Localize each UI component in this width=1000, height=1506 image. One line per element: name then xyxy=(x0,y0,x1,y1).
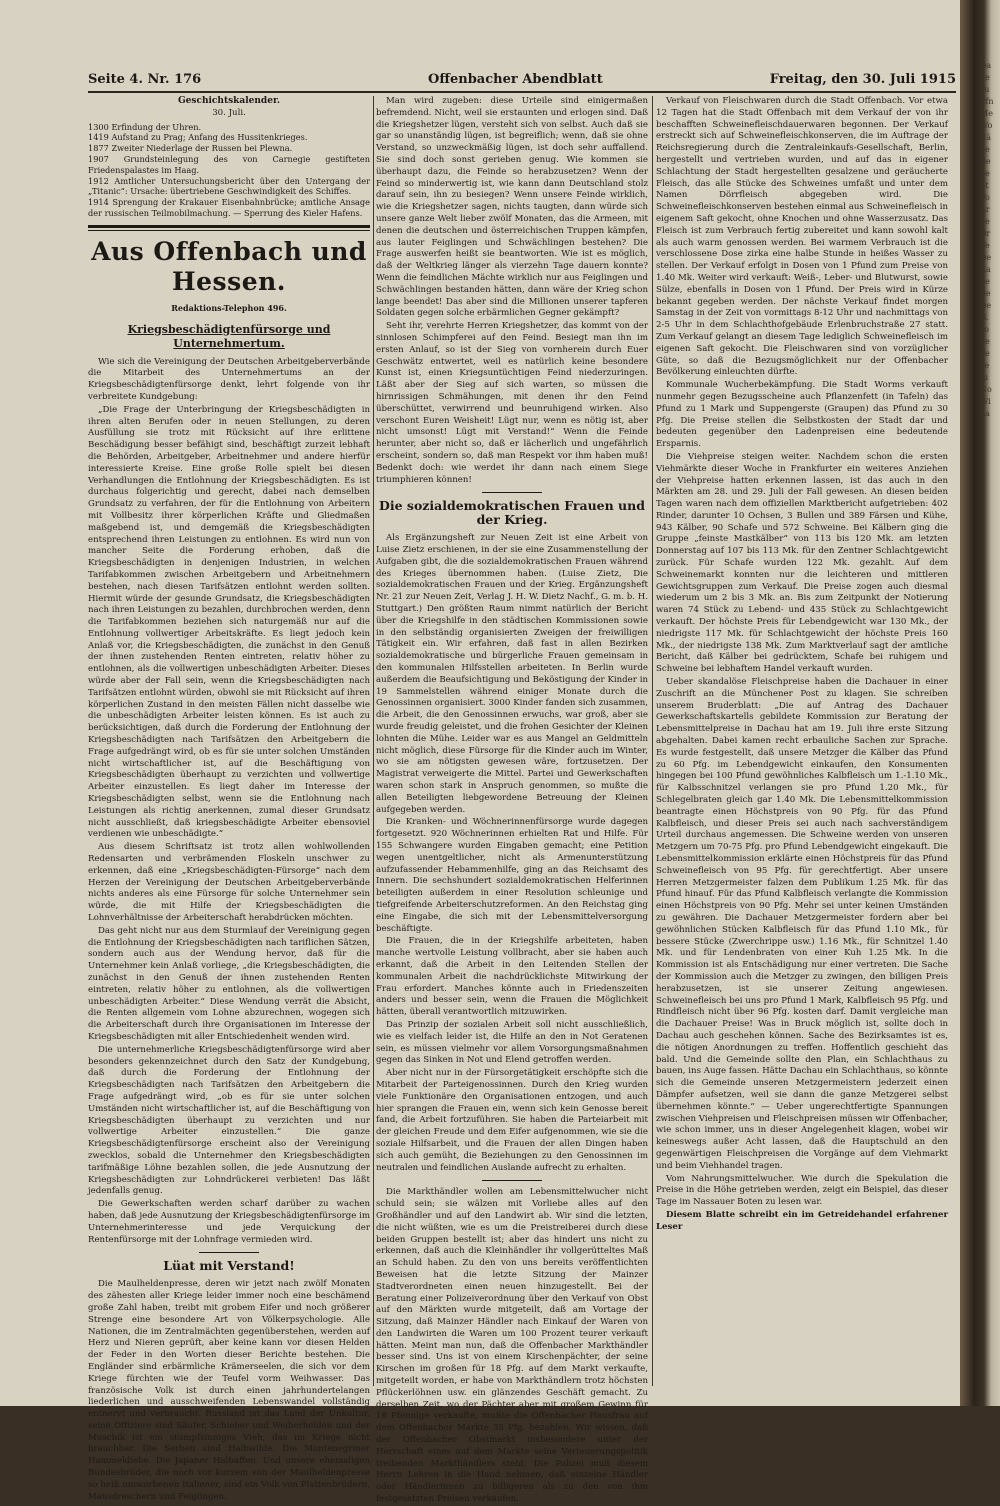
adjacent-page-edge xyxy=(980,60,1000,1390)
article-title: Die sozialdemokratischen Frauen und der Krieg. xyxy=(379,498,645,528)
article-paragraph: Das Prinzip der sozialen Arbeit soll nicht ausschließlich, wie es vielfach leider ist, die Hilfe an den in Not Geratenen sein, es müssen vielmehr vor allem Vorsorgungsmaßnahmen gegen das Sinken in Not und Elend getroffen werden. xyxy=(376,1019,648,1066)
article-separator xyxy=(199,1252,259,1253)
adjacent-fragment: Da xyxy=(980,61,992,70)
adjacent-fragment: ve xyxy=(980,361,990,370)
adjacent-fragment: De xyxy=(980,253,992,262)
calendar-entry: 1912 Amtlicher Untersuchungsbericht über den Untergang der „Titanic“: Ursache: übertriebene Geschwindigkeit des Schiffes. xyxy=(88,175,370,197)
article-paragraph: Vom Nahrungsmittelwucher. Wie durch die Spekulation die Preise in die Höhe getrieben werden, zeigt ein Beispiel, das dieser Tage im Nassauer Boten zu lesen war. xyxy=(656,1173,948,1208)
editorial-phone: Redaktions-Telephon 496. xyxy=(171,302,287,313)
article-paragraph: Wie sich die Vereinigung der Deutschen Arbeitgeberverbände die Mitarbeit des Unternehmertums an der Kriegsbeschädigtenfürsorge denkt, lehrt folgende von ihr verbreitete Kundgebung: xyxy=(88,356,370,402)
article-paragraph: Die Frauen, die in der Kriegshilfe arbeiteten, haben manche wertvolle Leistung vollbracht, aber sie haben auch erkannt, daß die Arbeit in den Leitenden Stellen der kommunalen Arbeit die nachdrücklichste Mitwirkung der Frau erfordert. Manches könnte auch in Friedenszeiten anders und besser sein, wenn die Frauen die Möglichkeit hätten, überall verantwortlich mitzuwirken. xyxy=(376,936,648,1018)
adjacent-fragment: zu xyxy=(980,85,990,94)
calendar-entry: 1300 Erfindung der Uhren. xyxy=(88,121,202,132)
article-paragraph: Die unternehmerliche Kriegsbeschädigtenfürsorge wird aber besonders gekennzeichnet durch den Satz der Kundgebung, daß durch die Forderung der Entlohnung der Kriegsbeschädigten nach Tarifsätzen den Arbeitgebern die Frage aufgedrängt wird, „ob es für sie unter solchen Umständen nicht wirtschaftlicher ist, auf die Beschäftigung von Kriegsbeschädigten überhaupt zu verzichten und nur vollwertige Arbeiter einzustellen.“ Die ganze Kriegsbeschädigtenfürsorge erscheint also der Vereinigung zwecklos, sobald die Unternehmer den Kriegsbeschädigten tarifmäßige Löhne bezahlen sollen, die jede Ausnutzung der Kriegsbeschädigten zur Lohndrückerei verbieten! Das läßt jedenfalls genug. xyxy=(88,1044,370,1197)
adjacent-fragment: Pfn xyxy=(980,97,994,106)
adjacent-fragment: fu xyxy=(980,373,989,382)
adjacent-fragment: Wi xyxy=(980,397,991,406)
adjacent-fragment: G. xyxy=(980,313,989,322)
calendar-list xyxy=(88,122,370,219)
calendar-entry: 1907 Grundsteinlegung des von Carnegie gestifteten Friedenspalastes im Haag. xyxy=(88,153,370,175)
adjacent-fragment: ge xyxy=(980,73,990,82)
article-paragraph: Man wird zugeben: diese Urteile sind einigermaßen befremdend. Nicht, weil sie erstaunten und erlogen sind. Daß die Kriegshetzer lügen, versteht sich von selbst. Auch daß sie gar so unanständig lügen, ist begreiflich; wenn, daß sie ohne Verstand, so unzweckmäßig lügen, ist doch sehr auffallend. Sie sind doch sonst gerieben genug. Wie kommen sie überhaupt dazu, die Feinde so herabzusetzen? Wenn der Feind so minderwertig ist, wie kann dann Deutschland stolz darauf sein, ihn zu besiegen? Wenn unsere Feinde wirklich, wie die Kriegshetzer sagen, nichts taugten, dann würde sich unsere ganze Welt lieber zwölf Monaten, das die Armeen, mit denen die deutschen und österreichischen Truppen kämpfen, aus lauter Feiglingen und Schwächlingen bestehen? Die Frage auswerfen heißt sie beantworten. Wie ist es möglich, daß der Weltkrieg länger als vierzehn Tage dauern konnte? Wenn die feindlichen Mächte wirklich nur aus Feiglingen und Schwächlingen bestanden hätten, dann wäre der Krieg schon lange beendet! Das aber sind die Millionen unserer tapferen Soldaten gegen solche erbärmlichen Gegner gekämpft? xyxy=(376,96,648,319)
adjacent-fragment: St xyxy=(980,181,989,190)
adjacent-fragment: Dr xyxy=(980,229,991,238)
adjacent-fragment: ge xyxy=(980,145,990,154)
adjacent-fragment: be xyxy=(980,169,990,178)
calendar-entry: 1419 Aufstand zu Prag; Anfang des Hussitenkrieges. xyxy=(88,132,308,143)
article-paragraph: Verkauf von Fleischwaren durch die Stadt Offenbach. Vor etwa 12 Tagen hat die Stadt Offenbach mit dem Verkauf der von ihr beschafften Schweinefleischdauerwaren begonnen. Der Verkauf erstreckt sich auf Schweinefleischkonserven, die im Auftrage der Reichsregierung durch die Zentraleinkaufs-Gesellschaft, Berlin, hergestellt und vertrieben wurden, und auf das in eigener Schlachtung der Stadt hergestellten gesalzene und geräucherte Fleisch, das alle Stücke des Schweines umfaßt und unter dem Namen Dörrfleisch abgegeben wird. Die Schweinefleischkonserven bestehen einmal aus Schweinefleisch in eigenem Saft gekocht, ohne Knochen und ohne Wasserzusatz. Das Fleisch ist zum Verbrauch fertig zubereitet und kann sowohl kalt als auch warm genossen werden. Bei warmem Verbrauch ist die verschlossene Dose zirka eine halbe Stunde in heißes Wasser zu stellen. Der Verkauf erfolgt in Dosen von 1 Pfund zum Preise von 1.40 Mk. Weiter wird verkauft: Weiß-, Leber- und Blutwurst, sowie Sülze, ebenfalls in Dosen von 1 Pfund. Der Preis wird in Kürze bekannt gegeben werden. Der nächste Verkauf findet morgen Samstag in der Zeit von vormittags 8-12 Uhr und nachmittags von 2-5 Uhr in dem Schlachthofgebäude Erlenbruchstraße 27 statt. Zum Verkauf gelangt an diesem Tage lediglich Schweinefleisch im eigenen Saft gekocht. Die Fleischwaren sind von vorzüglicher Güte, so daß die Bezugsmöglichkeit nur der Offenbacher Bevölkerung einleuchten dürfte. xyxy=(656,96,948,378)
issue-date: Freitag, den 30. Juli 1915 xyxy=(769,72,956,87)
article-paragraph: Aber nicht nur in der Fürsorgetätigkeit erschöpfte sich die Mitarbeit der Parteigenossinnen. Durch den Krieg wurden viele Funktionäre den Organisationen entzogen, und auch hier sprangen die Frauen ein, wenn sich kein Genosse bereit fand, die Arbeit fortzuführen. Sie haben die Parteiarbeit mit der gleichen Freude und dem Eifer aufgenommen, wie sie die soziale Hilfsarbeit, und die Frauen der allen Dingen haben sich auch gemüht, die Beziehungen zu den Genossinnen im neutralen und feindlichen Auslande aufrecht zu erhalten. xyxy=(376,1068,648,1173)
calendar-entry: 1877 Zweiter Niederlage der Russen bei Plewna. xyxy=(88,143,293,154)
article-paragraph: „Die Frage der Unterbringung der Kriegsbeschädigten in ihren alten Berufen oder in neuen Stellungen, zu deren Ausfüllung sie trotz mit Rücksicht auf ihre erlittene Beschädigung besser befähigt sind, beschäftigt zurzeit lebhaft die Behörden, Arbeitgeber, Arbeitnehmer und andere hierfür interessierte Kreise. Eine große Rolle spielt bei diesen Verhandlungen die Entlohnung der Kriegsbeschädigten. Es ist durchaus folgerichtig und gerecht, dabei nach demselben Grundsatz zu verfahren, der für die Entlohnung von Arbeitern mit Vollbesitz ihrer körperlichen Kräfte und Gliedmaßen maßgebend ist, und demgemäß die Kriegsbeschädigten entsprechend ihren Leistungen zu entlohnen. Es wird nun von mancher Seite die Forderung erhoben, daß die Kriegsbeschädigten in denjenigen Industrien, in welchen Tarifabkommen zwischen Arbeitgebern und Arbeitnehmern bestehen, nach diesen Tarifsätzen entlohnt werden sollten. Hiermit würde der gesunde Grundsatz, die Kriegsbeschädigten nach ihren Leistungen zu bezahlen, durchbrochen werden, denn die Tarifabkommen beziehen sich naturgemäß nur auf die Entlohnung vollwertiger Arbeitskräfte. Es liegt jedoch kein Anlaß vor, die Kriegsbeschädigten, die zunächst in den Genuß der ihnen zustehenden Renten eintreten, relativ höher zu entlohnen, als die vollwertigen unbeschädigten Arbeiter. Dieses würde aber der Fall sein, wenn die Kriegsbeschädigten nach Tarifsätzen entlohnt würden, obwohl sie mit Rücksicht auf ihren körperlichen Zustand in den meisten Fällen nicht dasselbe wie die unbeschädigten Arbeiter leisten können. Es ist auch zu berücksichtigen, daß durch die Forderung der Entlohnung der Kriegsbeschädigten nach Tarifsätzen den Arbeitgebern die Frage aufgedrängt wird, ob es für sie unter solchen Umständen nicht wirtschaftlicher ist, auf die Beschäftigung von Kriegsbeschädigten überhaupt zu verzichten und vollwertige Arbeiter einzustellen. Es liegt daher im Interesse der Kriegsbeschädigten selbst, wenn sie die Entlohnung nach Leistungen als richtig anerkennen, zumal dieser Grundsatz nicht ausschließt, daß kriegsbeschädigte Arbeiter ebensoviel verdienen wie unbeschädigte.“ xyxy=(88,404,370,840)
adjacent-fragment: so xyxy=(980,325,989,334)
column-3 xyxy=(656,96,948,1398)
article-paragraph: Als Ergänzungsheft zur Neuen Zeit ist eine Arbeit von Luise Zietz erschienen, in der sie eine Zusammenstellung der Aufgaben gibt, die die sozialdemokratischen Frauen während des Krieges übernommen haben. (Luise Zietz, Die sozialdemokratischen Frauen und der Krieg. Ergänzungsheft Nr. 21 zur Neuen Zeit, Verlag J. H. W. Dietz Nachf., G. m. b. H. Stuttgart.) Den größten Raum nimmt natürlich der Bericht über die Kriegshilfe in den städtischen Kommissionen sowie in den selbständig organisierten Zweigen der freiwilligen Tätigkeit ein. Wir erfahren, daß fast in allen Bezirken sozialdemokratische und bürgerliche Frauen gemeinsam in den kommunalen Hilfsstellen arbeiteten. In Berlin wurde außerdem die Beaufsichtigung und Beköstigung der Kinder in 19 Sammelstellen während einiger Monate durch die Genossinnen organisiert. 3000 Kinder fanden sich zusammen, die Arbeit, die den Genossinnen erwuchs, war groß, aber sie wurde freudig geleistet, und die frohen Gesichter der Kleinen lohnten die Mühe. Leider war es aus Mangel an Geldmitteln nicht möglich, diese Fürsorge für die Kinder auch im Winter, wo sie am nötigsten gewesen wäre, fortzusetzen. Der Magistrat verweigerte die Mittel. Partei und Gewerkschaften waren schon stark in Anspruch genommen, so mußte die allen Beteiligten liebgewordene Betreuung der Kleinen aufgegeben werden. xyxy=(376,533,648,815)
adjacent-fragment: Vo xyxy=(980,193,990,202)
section-rule xyxy=(88,225,370,228)
adjacent-fragment: Rä xyxy=(980,133,991,142)
masthead xyxy=(88,72,956,90)
adjacent-fragment: Ka xyxy=(980,265,991,274)
adjacent-fragment: ha xyxy=(980,409,990,418)
column-2 xyxy=(376,96,648,1505)
article-paragraph: Kommunale Wucherbekämpfung. Die Stadt Worms verkauft nunmehr gegen Bezugsscheine auch Pflanzenfett (in Tafeln) das Pfund zu 1 Mark und Suppengerste (Graupen) das Pfund zu 30 Pfg. Die Preise stellen die Selbstkosten der Stadt dar und bedeuten gegenüber den Ladenpreisen eine bedeutende Ersparnis. xyxy=(656,380,948,450)
article-separator xyxy=(482,1180,542,1181)
article-paragraph: Die Markthändler wollen am Lebensmittelwucher nicht schuld sein; sie wälzen mit Vorliebe alles auf den Großhändler und auf den Landwirt ab. Wir sind die letzten, die nicht wüßten, wie es um die Preistreiberei durch diese beiden Gruppen bestellt ist; aber das hindert uns nicht zu erkennen, daß auch die Kleinhändler ihr vollgerütteltes Maß an Schuld haben. Zu den von uns bereits veröffentlichten Beweisen hat die letzte Sitzung der Mainzer Stadtverordneten einen neuen hinzugestellt. Bei der Beratung einer Polizeiverordnung über den Verkauf von Obst auf den Märkten wurde mitgeteilt, daß am Vortage der Sitzung, daß Mainzer Händler nach Einkauf der Waren von den Landwirten die Waren um 100 Prozent teurer verkauft hätten. Meint man nun, daß die Offenbacher Markthändler besser sind. Uns ist von einem Kirschenpächter, der seine Kirschen im großen für 18 Pfg. auf dem Markt verkaufte, mitgeteilt worden, er habe von Markthändlern trotz höchsten Pflückerlöhnen usw. ein glänzendes Geschäft gemacht. Zu derselben Zeit, wo der Pächter aber mit großem Gewinn für 18 Pfennige verkaufte, mußte die Offenbacher Hausfrau auf dem Offenbacher Markte 35 Pfg. bezahlen. Wir wissen, daß der Offenbacher Obstmarkt insbesondere unter der Herrschaft eines auf dem Markte seine Verteuerungspolitik treibenden Markthändlers steht. Die Polizei muß diesem Herrn Lehren in die Hand nehmen, daß einzelne Händler oder Händlerinnen zu billigeren als zu den von ihm festgesetzten Preisen verkaufen. xyxy=(376,1187,648,1505)
adjacent-fragment: Ve xyxy=(980,241,990,250)
adjacent-fragment: ge xyxy=(980,349,990,358)
calendar-date: 30. Juli. xyxy=(212,107,246,118)
column-1 xyxy=(88,96,370,1502)
adjacent-fragment: Ar xyxy=(980,205,990,214)
masthead-rule xyxy=(88,91,956,93)
adjacent-fragment: Be xyxy=(980,289,991,298)
adjacent-fragment: De xyxy=(980,301,992,310)
calendar-title: Geschichtskalender. xyxy=(178,96,280,106)
adjacent-fragment: be xyxy=(980,277,990,286)
article-title: Lüat mit Verstand! xyxy=(163,1258,295,1274)
adjacent-fragment: Wo xyxy=(980,121,993,130)
article-paragraph: Die Viehpreise steigen weiter. Nachdem schon die ersten Viehmärkte dieser Woche in Frankfurter ein weiteres Anziehen der Viehpreise hatten erkennen lassen, ist das auch in den Märkten am 28. und 29. Juli der Fall gewesen. An diesen beiden Tagen waren nach dem offiziellen Marktbericht aufgetrieben: 402 Rinder, darunter 10 Ochsen, 3 Bullen und 389 Färsen und Kühe, 943 Kälber, 90 Schafe und 572 Schweine. Bei Kälbern ging die Gruppe „feinste Mastkälber“ von 113 bis 120 Mk. am letzten Donnerstag auf 107 bis 113 Mk. für den Zentner Schlachtgewicht zurück. Für Schafe wurden 122 Mk. gezahlt. Auf dem Schweinemarkt konnten nur die leichteren und mittleren Gewichtsgruppen zum Verkauf. Die Preise zogen auch diesmal wiederum um 2 bis 3 Mk. an. Bis zum Zeitpunkt der Notierung waren 74 Stück zu Lebend- und 435 Stück zu Schlachtgewicht verkauft. Der höchste Preis für Lebendgewicht war 130 Mk., der niedrigste 117 Mk. für Schlachtgewicht der höchste Preis 160 Mk., der niedrigste 138 Mk. Zum Marktverlauf sagt der amtliche Bericht, daß Kälber bei gedrücktem, Schafe bei ruhigem und Schweine bei lebhaftem Handel verkauft wurden. xyxy=(656,451,948,675)
article-paragraph: Die Maulheldenpresse, deren wir jetzt nach zwölf Monaten des zähesten aller Kriege leider immer noch eine beschämend große Zahl haben, treibt mit grobem Eifer und noch größerer Strenge eine besondere Art von Völkerpsychologie. Alle Nationen, die im Zentralmächten gegenüberstehen, werden auf Herz und Nieren geprüft, aber keine kann vor diesen Helden der Feder in den Worten dieser Berichte bestehen. Die Engländer sind erbärmliche Krämerseelen, die sich vor dem Kriege fürchten wie der Teufel vorm Weihwasser. Das französische Volk ist durch einen jahrhundertelangen liederlichen und ausschweifenden Lebenswandel vollständig entnervt und verbraucht. Russland ist das Land der Unkultur, seine Offiziere sind Säufer, Schieber und Weiberhelden und der Muschik ist ein stumpfsinniges Vieh, das im Kriege nicht brauchbar. Die Serben sind Halbwilde. Die Montenegriner Hammeldiebe. Die Japaner Halbaffen. Und unsere ehemaligen Bundesbrüder, die noch vor kurzem von der Maulheldenpresse so heiß umworbenen Italiener, sind ein Volk von Plattenbrüdern, Mausdreschern und Feiglingen. xyxy=(88,1279,370,1502)
section-title: Aus Offenbach und Hessen. xyxy=(91,236,367,296)
column-divider xyxy=(652,96,653,1386)
article-paragraph: Ueber skandalöse Fleischpreise haben die Dachauer in einer Zuschrift an die Münchener Post zu klagen. Sie schreiben unserem Bruderblatt: „Die auf Antrag des Dachauer Gewerkschaftskartells gebildete Kommission zur Beratung der Lebensmittelpreise in Dachau hat am 19. Juli ihre erste Sitzung abgehalten. Dabei kamen recht erbauliche Sachen zur Sprache. Es wurde festgestellt, daß unsere Metzger die Kälber das Pfund zu 60 Pfg. im Lebendgewicht einkaufen, den Konsumenten hingegen bei 100 Pfund gewöhnliches Kalbfleisch um 1.-1.10 Mk., für Kalbsschnitzel verlangen sie pro Pfund 1.20 Mk., für Schlegelbraten gleich gar 1.40 Mk. Die Lebensmittelkommission beantragte einen Höchstpreis von 90 Pfg. für das Pfund Kalbfleisch, und dieser Preis sei auch nach sachverständigem Urteil durchaus angemessen. Die Schweine werden von unseren Metzgern um 70-75 Pfg. pro Pfund Lebendgewicht eingekauft. Die Lebensmittelkommission erklärte einen Höchstpreis für das Pfund Schweinefleisch von 95 Pfg. für gerechtfertigt. Aber unsere Herren Metzgermeister falzen dem Publikum 1.25 Mk. für das Pfund hinauf. Für das Pfund Kalbfleisch verlangte die Kommission einen Höchstpreis von 90 Pfg. Mehr sei unter keinen Umständen zu gewähren. Die Dachauer Metzgermeister fordern aber bei gewöhnlichen Stücken Kalbfleisch für das Pfund 1.10 Mk., für bessere Stücke (Zwerchrippe usw.) 1.16 Mk., für Schnitzel 1.40 Mk. und für Lendenbraten von einer Kuh 1.25 Mk. In die Kommission ist als Entschädigung nur einer vertreten. Die Sache der Kommission auch die Metzger zu zwingen, den billigen Preis herabzusetzen, ist sie unserer Zeitung angewiesen. Schweinefleisch bei uns pro Pfund 1 Mark, Kalbfleisch 95 Pfg. und Rindfleisch nicht über 96 Pfg. kosten darf. Damit vergleiche man die Dachauer Preise! Was in Bruck möglich ist, sollte doch in Dachau auch geschehen können. Sache des Bezirksamtes ist es, die nötigen Anordnungen zu treffen. Hoffentlich geschieht das bald. Und die Gemeinde sollte den Plan, ein Schlachthaus zu bauen, ins Auge fassen. Hätte Dachau ein Schlachthaus, so könnte sich die Gemeinde unseren Metzgermeistern jederzeit einen Dämpfer aufsetzen, weil sie dann die ganze Metzgerei selbst übernehmen könnte.“ — Ueber ungerechtfertigte Spannungen zwischen Viehpreisen und Fleischpreisen müssen wir Offenbacher, wie schon immer, uns in dieser Angelegenheit klagen, wobei wir keineswegs außer Acht lassen, daß die Hauptschuld an den gegenwärtigen Fleischpreisen die Vorgänge auf dem Viehmarkt und beim Viehhandel tragen. xyxy=(656,677,948,1171)
article-paragraph: Aus diesem Schriftsatz ist trotz allen wohlwollenden Redensarten und verbrämenden Floskeln unschwer zu erkennen, daß eine „Kriegsbeschädigten-Fürsorge“ nach dem Herzen der Vereinigung der Deutschen Arbeitgeberverbände nichts anderes als eine Fürsorge für solche Unternehmer sein würde, die mit Hilfe der Kriegsbeschädigten die Lohnverhältnisse der Arbeiterschaft herabdrücken möchten. xyxy=(88,842,370,924)
adjacent-fragment: No xyxy=(980,385,992,394)
article-paragraph: Die Gewerkschaften werden scharf darüber zu wachen haben, daß jede Ausnutzung der Kriegsbeschädigtenfürsorge im Unternehmerinteresse und jede Verquickung der Rentenfürsorge mit der Lohnfrage vermieden wird. xyxy=(88,1199,370,1245)
article-paragraph: Seht ihr, verehrte Herren Kriegshetzer, das kommt von der sinnlosen Schimpferei auf den Feind. Besiegt man ihn im ersten Anlauf, so ist der Sieg von vornherein durch Euer Geschwätz entwertet, weil es natürlich keine besondere Kunst ist, einen Kriegsuntüchtigen Feind niederzuringen. Läßt aber der Sieg auf sich warten, so müssen die hirnrissigen Schmähungen, mit denen ihr den Feind überschüttet, verwirrend und beunruhigend wirken. Also verschont Euren Weisheit! Lügt nur, wenn es nötig ist, aber nicht umsonst! Lügt mit Verstand!“ Wenn die Feinde herunter, aber nicht so, daß er lächerlich und ungefährlich erscheint, sondern so, daß man Respekt vor ihm haben muß! Bedenkt doch: wie werdet ihr dann nach einem Siege triumphieren können! xyxy=(376,321,648,485)
calendar-entry: 1914 Sprengung der Krakauer Eisenbahnbrücke; amtliche Ansage der russischen Teilmobilmachung. — Sperrung des Kieler Hafens. xyxy=(88,197,370,218)
section-rule xyxy=(88,230,370,231)
column-divider xyxy=(373,96,374,1386)
article-paragraph: Das geht nicht nur aus dem Sturmlauf der Vereinigung gegen die Entlohnung der Kriegsbeschädigten nach tariflichen Sätzen, sondern auch aus der Wendung hervor, daß für die Unternehmer kein Anlaß vorliege, „die Kriegsbeschädigten, die zunächst in den Genuß der ihnen zustehenden Renten eintreten, relativ höher zu entlohnen, als die vollwertigen unbeschädigten Arbeiter.“ Diese Wendung verrät die Absicht, die Renten allgemein vom Lohne abzurechnen, wogegen sich die Arbeiterschaft durch ihre Organisationen im Interesse der Kriegsbeschädigten mit aller Entschiedenheit wenden wird. xyxy=(88,925,370,1042)
article-title: Kriegsbeschädigtenfürsorge und Unternehmertum. xyxy=(127,322,331,350)
adjacent-fragment: de xyxy=(980,337,990,346)
article-separator xyxy=(482,492,542,493)
adjacent-fragment: ge xyxy=(980,217,990,226)
adjacent-fragment: Me xyxy=(980,109,993,118)
page-number: Seite 4. Nr. 176 xyxy=(88,72,202,87)
article-paragraph: Die Kranken- und Wöchnerinnenfürsorge wurde dagegen fortgesetzt. 920 Wöchnerinnen erhielten Rat und Hilfe. Für 155 Schwangere wurden Eingaben gemacht; eine Petition wegen unentgeltlicher, nicht als Armenunterstützung aufzufassender Hebammenhilfe, ging an das Reichsamt des Innern. Die sechshundert sozialdemokratischen Helferinnen beteiligten außerdem in einer Resolution schleunige und tiefgreifende Arbeiterschutzreformen. An den Reichstag ging eine Eingabe, die sich mit der Lebensmittelversorgung beschäftigte. xyxy=(376,817,648,934)
adjacent-fragment: Be xyxy=(980,157,991,166)
article-paragraph: Diesem Blatte schreibt ein im Getreidehandel erfahrener Leser xyxy=(656,1209,948,1232)
newspaper-title: Offenbacher Abendblatt xyxy=(428,72,603,87)
